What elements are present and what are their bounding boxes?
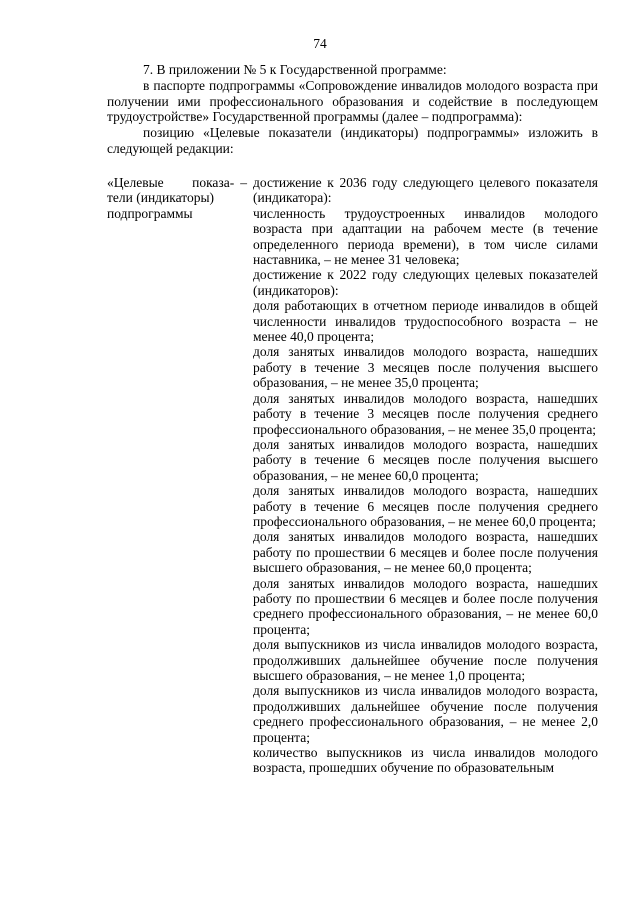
indicator-item: численность трудоустроенных инвалидов молодого возраста при адаптации на рабочем месте (в течение определенного периода времени), в том числе силами наставника, – не менее 31 человека; [253, 205, 598, 268]
intro-text [107, 62, 598, 157]
position-label-line: подпрограммы [107, 205, 193, 221]
indicator-item: доля занятых инвалидов молодого возраста, нашедших работу в течение 6 месяцев после получения среднего профессионального образования, – не менее 60,0 процента; [253, 483, 598, 529]
indicator-item: доля занятых инвалидов молодого возраста, нашедших работу в течение 3 месяцев после получения высшего образования, – не менее 35,0 процента; [253, 344, 598, 391]
indicator-item: доля занятых инвалидов молодого возраста, нашедших работу по прошествии 6 месяцев и более после получения высшего образования, – не менее 60,0 процента; [253, 529, 598, 576]
indicator-item: доля работающих в отчетном периоде инвалидов в общей численности инвалидов трудоспособного возраста – не менее 40,0 процента; [253, 298, 598, 345]
page-number: 74 [313, 36, 327, 51]
indicator-item: доля выпускников из числа инвалидов молодого возраста, продолживших дальнейшее обучение после получения высшего образования, – не менее 1,0 процента; [253, 637, 598, 683]
indicator-item: доля занятых инвалидов молодого возраста, нашедших работу в течение 3 месяцев после получения среднего профессионального образования, – не менее 35,0 процента; [253, 390, 598, 437]
position-label-line: тели (индикаторы) [107, 190, 215, 206]
indicator-item: доля занятых инвалидов молодого возраста, нашедших работу в течение 6 месяцев после получения высшего образования, – не менее 60,0 процента; [253, 436, 598, 483]
position-label [107, 175, 247, 776]
indicator-item: количество выпускников из числа инвалидов молодого возраста, прошедших обучение по образовательным [253, 745, 598, 776]
indicator-item: доля занятых инвалидов молодого возраста, нашедших работу по прошествии 6 месяцев и более после получения среднего профессионального образования, – не менее 60,0 процента; [253, 575, 598, 637]
indicator-item: достижение к 2022 году следующих целевых показателей (индикаторов): [253, 267, 598, 298]
position-dash: – [240, 175, 247, 190]
indicators-list [253, 175, 598, 776]
intro-paragraph: позицию «Целевые показатели (индикаторы) подпрограммы» изложить в следующей редакции: [107, 125, 598, 156]
intro-paragraph: в паспорте подпрограммы «Сопровождение инвалидов молодого возраста при получении ими профессионального образования и содействие в последующем трудоустройстве» Государственной программы (далее – подпрограмма): [107, 77, 598, 125]
indicator-item: достижение к 2036 году следующего целевого показателя (индикатора): [253, 175, 598, 206]
indicators-table [107, 175, 598, 776]
position-label-line: «Целевые показа- [107, 175, 235, 190]
indicator-item: доля выпускников из числа инвалидов молодого возраста, продолживших дальнейшее обучение после получения среднего профессионального образования, – не менее 2,0 процента; [253, 683, 598, 745]
intro-paragraph: 7. В приложении № 5 к Государственной программе: [143, 62, 447, 77]
